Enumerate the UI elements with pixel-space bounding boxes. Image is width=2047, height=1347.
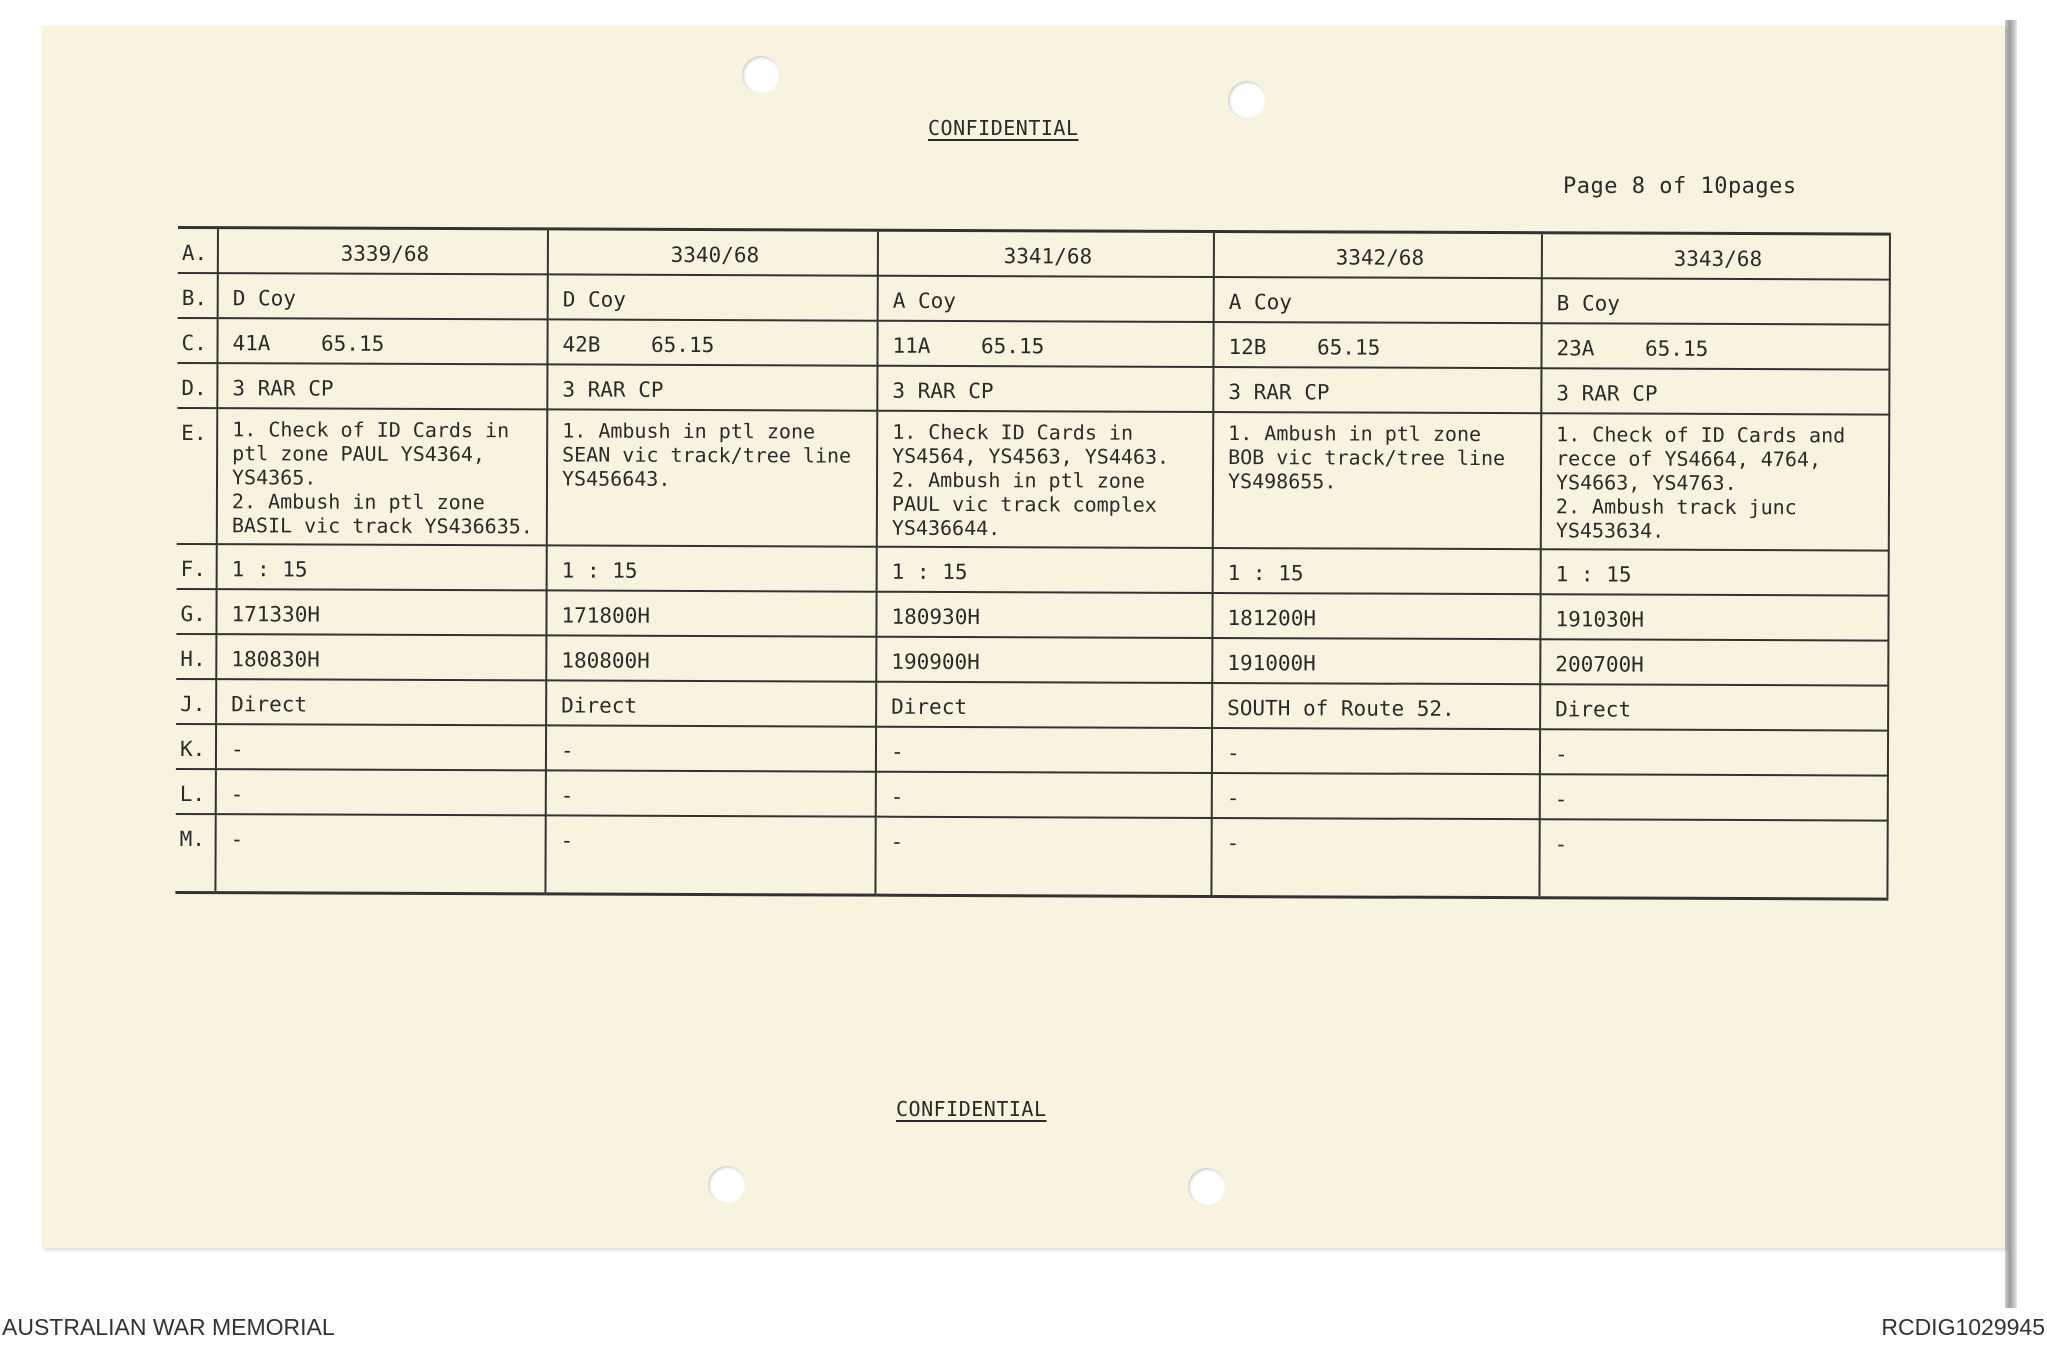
cell-f-4: 1 : 15 (1213, 548, 1541, 594)
cell-a-3: 3341/68 (878, 230, 1214, 277)
row-label-m: M. (175, 814, 215, 893)
cell-a-2: 3340/68 (548, 229, 878, 276)
punch-hole-top-left (742, 56, 780, 94)
punch-hole-bottom-left (708, 1166, 746, 1204)
row-label-j: J. (176, 679, 216, 724)
cell-b-1: D Coy (218, 273, 548, 319)
cell-m-5: - (1539, 819, 1887, 899)
cell-f-1: 1 : 15 (217, 544, 547, 590)
row-label-e: E. (177, 408, 218, 544)
cell-m-3: - (875, 817, 1211, 897)
cell-d-2: 3 RAR CP (547, 364, 877, 410)
punch-hole-bottom-right (1188, 1168, 1226, 1206)
cell-a-4: 3342/68 (1214, 231, 1542, 278)
cell-e-1: 1. Check of ID Cards in ptl zone PAUL YS4364, YS4365. 2. Ambush in ptl zone BASIL vic track YS436635. (217, 408, 548, 545)
cell-e-5: 1. Check of ID Cards and recce of YS4664, 4764, YS4663, YS4763. 2. Ambush track junc YS453634. (1541, 413, 1890, 550)
row-label-g: G. (176, 589, 216, 634)
cell-m-2: - (545, 815, 875, 895)
cell-c-2: 42B 65.15 (547, 319, 877, 365)
cell-k-4: - (1212, 728, 1540, 774)
cell-j-5: Direct (1540, 684, 1888, 730)
cell-f-2: 1 : 15 (547, 545, 877, 591)
cell-g-3: 180930H (876, 592, 1212, 638)
table-row-l (176, 769, 1888, 821)
cell-h-2: 180800H (546, 635, 876, 681)
row-label-l: L. (176, 769, 216, 814)
table-row-f (177, 544, 1889, 596)
cell-j-4: SOUTH of Route 52. (1212, 683, 1540, 729)
cell-l-1: - (216, 769, 546, 815)
cell-a-1: 3339/68 (218, 228, 548, 275)
cell-b-2: D Coy (548, 274, 878, 320)
cell-g-1: 171330H (216, 589, 546, 635)
cell-g-2: 171800H (546, 590, 876, 636)
row-label-c: C. (177, 318, 217, 363)
cell-a-5: 3343/68 (1542, 233, 1890, 280)
page-edge-shadow (2005, 20, 2017, 1320)
cell-b-3: A Coy (878, 276, 1214, 322)
row-label-a: A. (178, 227, 218, 273)
cell-g-4: 181200H (1212, 593, 1540, 639)
cell-f-3: 1 : 15 (877, 547, 1213, 593)
cell-m-4: - (1211, 818, 1539, 898)
cell-c-3: 11A 65.15 (877, 321, 1213, 367)
cell-b-4: A Coy (1214, 277, 1542, 323)
table-row-h (176, 634, 1888, 686)
cell-d-4: 3 RAR CP (1213, 367, 1541, 413)
punch-hole-top-right (1228, 81, 1266, 119)
cell-e-4: 1. Ambush in ptl zone BOB vic track/tree line YS498655. (1213, 412, 1542, 549)
cell-c-5: 23A 65.15 (1541, 323, 1889, 369)
table-row-g (176, 589, 1888, 641)
cell-k-5: - (1540, 729, 1888, 775)
footer-classification: CONFIDENTIAL (896, 1097, 1047, 1121)
cell-e-2: 1. Ambush in ptl zone SEAN vic track/tree line YS456643. (547, 409, 878, 546)
cell-d-3: 3 RAR CP (877, 366, 1213, 412)
row-label-h: H. (176, 634, 216, 679)
cell-c-1: 41A 65.15 (217, 318, 547, 364)
header-classification: CONFIDENTIAL (928, 116, 1079, 140)
archive-footer (0, 1308, 2047, 1347)
cell-j-1: Direct (216, 679, 546, 725)
archive-name: AUSTRALIAN WAR MEMORIAL (2, 1314, 335, 1340)
cell-k-2: - (546, 725, 876, 771)
cell-h-5: 200700H (1540, 639, 1888, 685)
orders-table (175, 226, 1891, 901)
cell-j-2: Direct (546, 680, 876, 726)
cell-l-5: - (1540, 774, 1888, 820)
cell-l-4: - (1212, 773, 1540, 819)
cell-m-1: - (215, 814, 545, 894)
record-id: RCDIG1029945 (1881, 1314, 2045, 1340)
cell-f-5: 1 : 15 (1541, 549, 1889, 595)
cell-l-2: - (546, 770, 876, 816)
table-row-c (177, 318, 1889, 370)
row-label-k: K. (176, 724, 216, 769)
row-label-f: F. (177, 544, 217, 589)
table-row-k (176, 724, 1888, 776)
table-row-j (176, 679, 1888, 731)
cell-j-3: Direct (876, 682, 1212, 728)
cell-e-3: 1. Check ID Cards in YS4564, YS4563, YS4463. 2. Ambush in ptl zone PAUL vic track complex YS436644. (877, 411, 1214, 548)
cell-c-4: 12B 65.15 (1213, 322, 1541, 368)
cell-l-3: - (876, 772, 1212, 818)
cell-h-3: 190900H (876, 637, 1212, 683)
cell-d-1: 3 RAR CP (217, 363, 547, 409)
cell-b-5: B Coy (1542, 278, 1890, 324)
table-row-m (175, 814, 1887, 899)
table-row-b (178, 273, 1890, 325)
table-row-e (177, 408, 1890, 551)
cell-k-3: - (876, 727, 1212, 773)
table-row-a (178, 227, 1890, 279)
row-label-d: D. (177, 363, 217, 408)
cell-h-4: 191000H (1212, 638, 1540, 684)
table-row-d (177, 363, 1889, 415)
cell-d-5: 3 RAR CP (1541, 368, 1889, 414)
page-indicator: Page 8 of 10pages (1563, 174, 1797, 199)
cell-g-5: 191030H (1540, 594, 1888, 640)
cell-k-1: - (216, 724, 546, 770)
cell-h-1: 180830H (216, 634, 546, 680)
row-label-b: B. (178, 273, 218, 318)
